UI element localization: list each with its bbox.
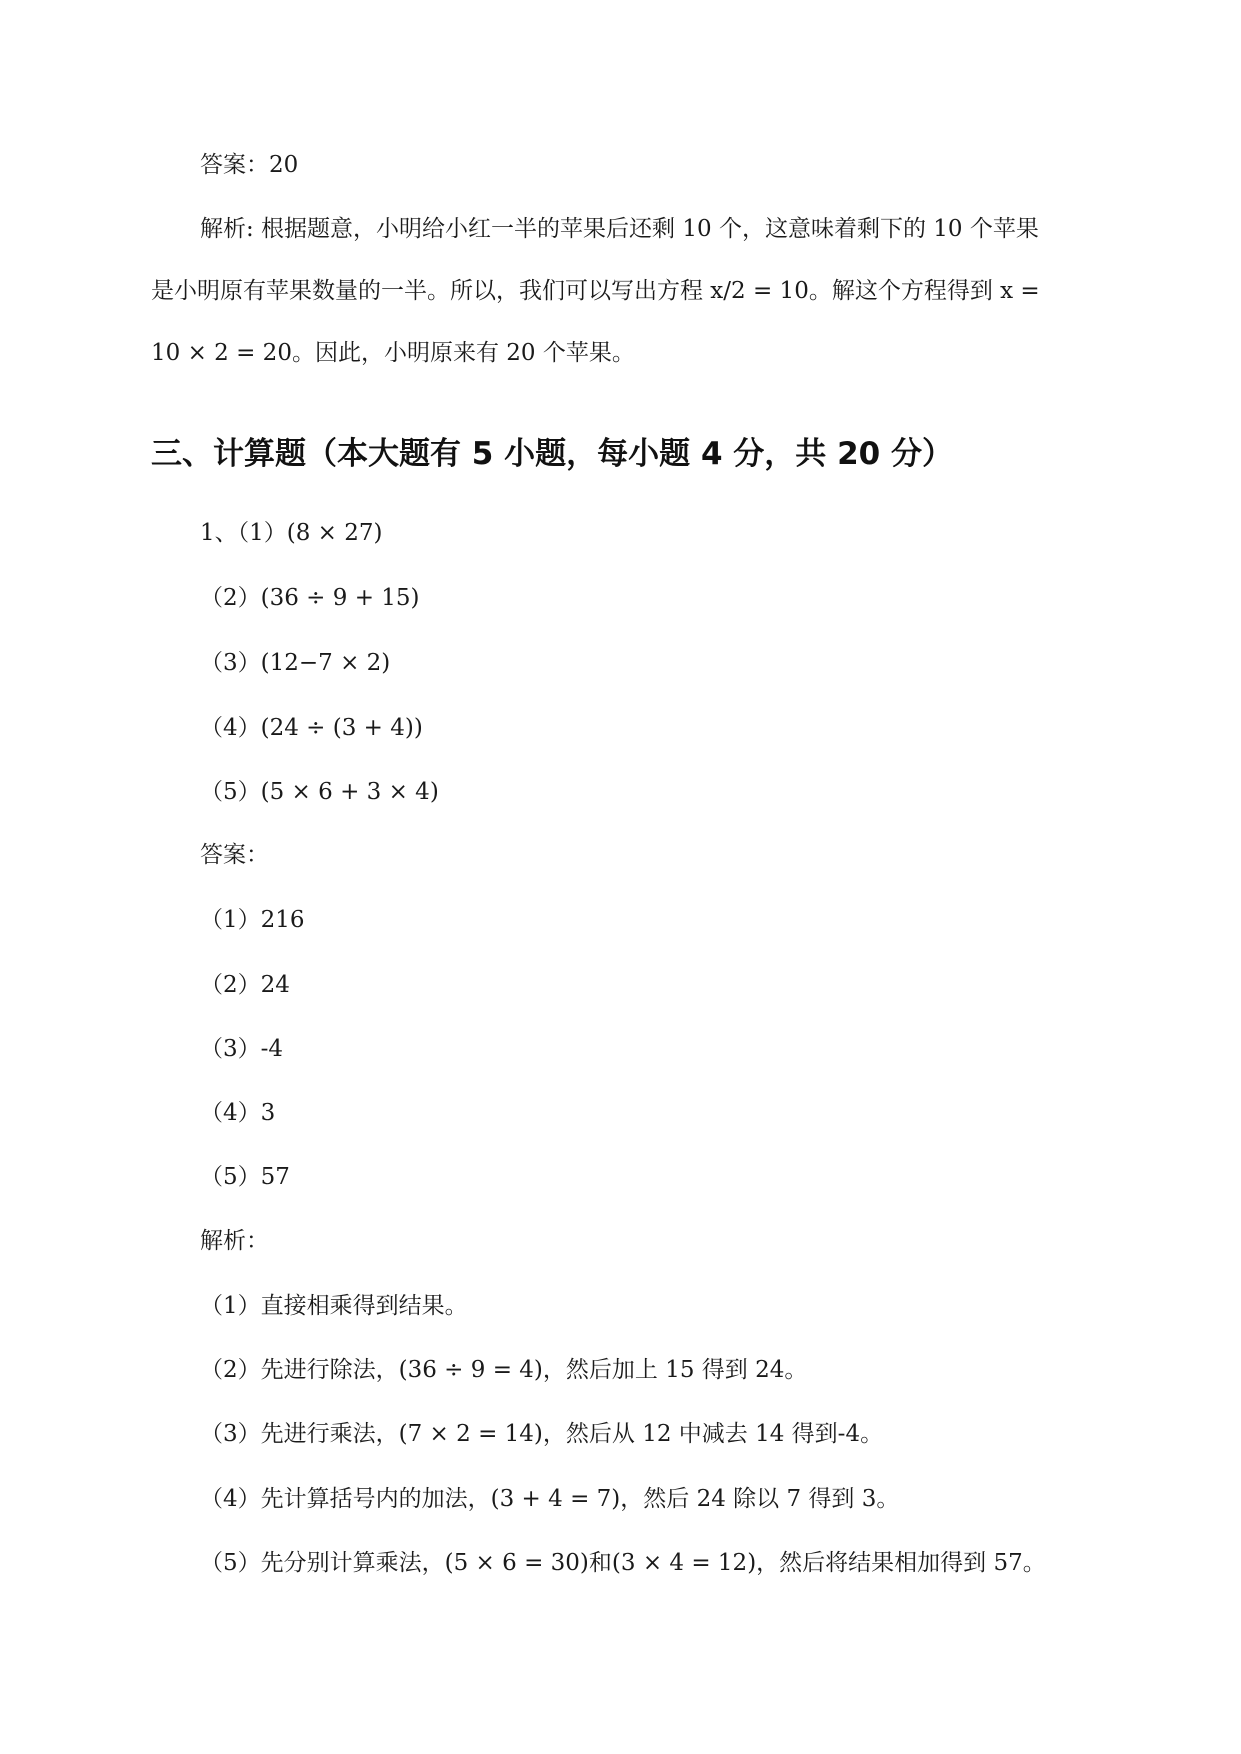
question-3: （3）(12−7 × 2) [200, 650, 391, 676]
explanation-3: （3）先进行乘法，(7 × 2 = 14)，然后从 12 中减去 14 得到-4。 [200, 1421, 884, 1447]
question-2: （2）(36 ÷ 9 + 15) [200, 585, 420, 611]
answer-1: （1）216 [200, 907, 305, 933]
explanation-2: （2）先进行除法，(36 ÷ 9 = 4)，然后加上 15 得到 24。 [200, 1357, 808, 1383]
answer-4: （4）3 [200, 1100, 276, 1126]
explanation-5: （5）先分别计算乘法，(5 × 6 = 30)和(3 × 4 = 12)，然后将结果相加得到 57。 [200, 1550, 1046, 1576]
question-4: （4）(24 ÷ (3 + 4)) [200, 715, 423, 741]
explanation-4: （4）先计算括号内的加法，(3 + 4 = 7)，然后 24 除以 7 得到 3。 [200, 1486, 900, 1512]
answer-3: （3）-4 [200, 1036, 284, 1062]
answer-label: 答案： [200, 842, 269, 868]
question-1: 1、（1）(8 × 27) [200, 520, 383, 546]
section-heading: 三、计算题（本大题有 5 小题，每小题 4 分，共 20 分） [151, 436, 954, 472]
previous-analysis-line-3: 10 × 2 = 20。因此，小明原来有 20 个苹果。 [151, 340, 635, 366]
question-5: （5）(5 × 6 + 3 × 4) [200, 779, 439, 805]
explanation-1: （1）直接相乘得到结果。 [200, 1293, 468, 1319]
answer-2: （2）24 [200, 972, 290, 998]
answer-5: （5）57 [200, 1164, 290, 1190]
previous-answer: 答案：20 [200, 152, 299, 178]
previous-analysis-line-2: 是小明原有苹果数量的一半。所以，我们可以写出方程 x/2 = 10。解这个方程得到 x = [151, 278, 1040, 304]
analysis-label: 解析： [200, 1228, 269, 1254]
previous-analysis-line-1: 解析: 根据题意，小明给小红一半的苹果后还剩 10 个，这意味着剩下的 10 个苹果 [200, 216, 1039, 242]
